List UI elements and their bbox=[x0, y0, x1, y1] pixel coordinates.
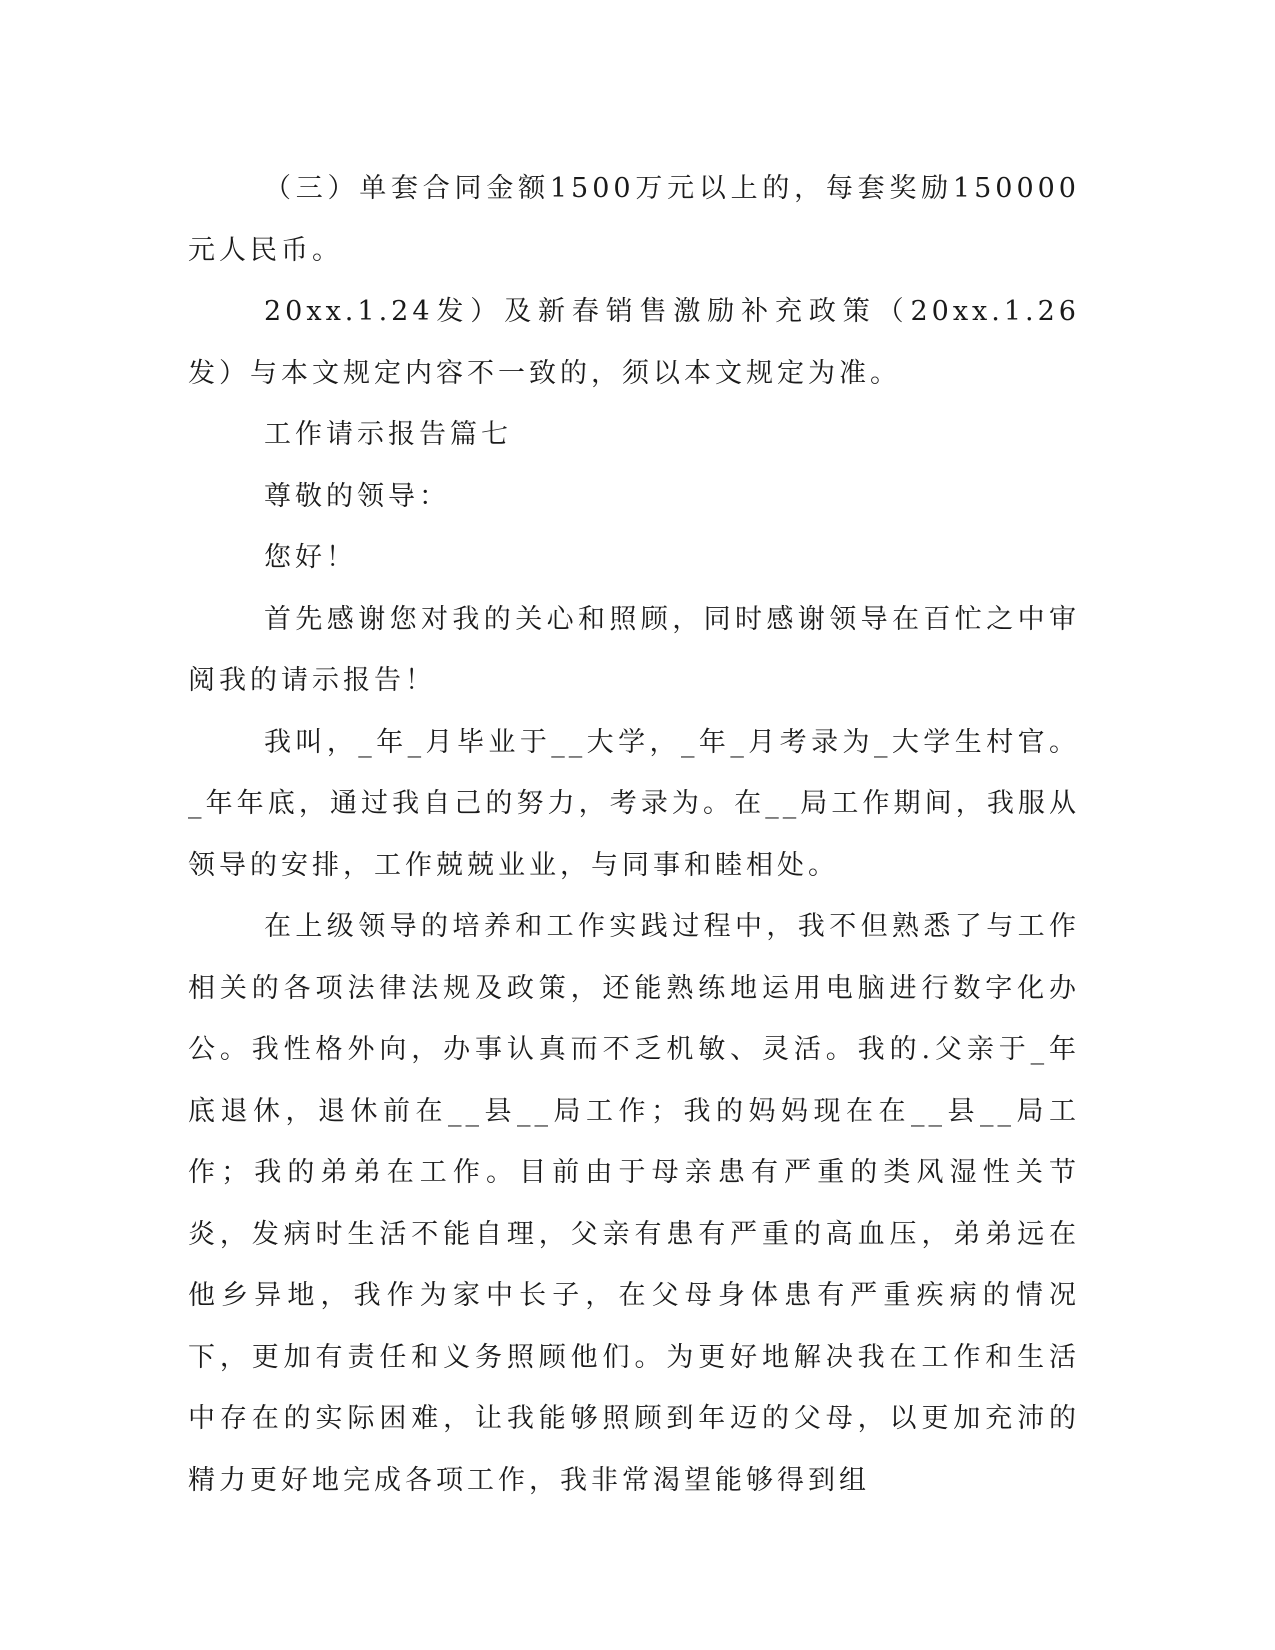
document-body bbox=[188, 158, 1080, 1511]
salutation: 尊敬的领导： bbox=[264, 480, 450, 512]
greeting: 您好！ bbox=[264, 542, 357, 573]
section-heading: 工作请示报告篇七 bbox=[264, 419, 512, 450]
paragraph-background: 我叫，_年_月毕业于__大学，_年_月考录为_大学生村官。_年年底，通过我自己的努力，考录为。在__局工作期间，我服从领导的安排，工作兢兢业业，与同事和睦相处。 bbox=[188, 726, 1080, 881]
paragraph-thanks: 首先感谢您对我的关心和照顾，同时感谢领导在百忙之中审阅我的请示报告！ bbox=[188, 603, 1080, 696]
paragraph-policy-note: 20xx.1.24发）及新春销售激励补充政策（20xx.1.26发）与本文规定内容不一致的，须以本文规定为准。 bbox=[188, 296, 1080, 389]
paragraph-contract-reward: （三）单套合同金额1500万元以上的，每套奖励150000元人民币。 bbox=[188, 173, 1080, 266]
paragraph-request: 在上级领导的培养和工作实践过程中，我不但熟悉了与工作相关的各项法律法规及政策，还能熟练地运用电脑进行数字化办公。我性格外向，办事认真而不乏机敏、灵活。我的.父亲于_年底退休，退休前在__县__局工作；我的妈妈现在在__县__局工作；我的弟弟在工作。目前由于母亲患有严重的类风湿性关节炎，发病时生活不能自理，父亲有患有严重的高血压，弟弟远在他乡异地，我作为家中长子，在父母身体患有严重疾病的情况下，更加有责任和义务照顾他们。为更好地解决我在工作和生活中存在的实际困难，让我能够照顾到年迈的父母，以更加充沛的精力更好地完成各项工作，我非常渴望能够得到组 bbox=[188, 911, 1080, 1496]
